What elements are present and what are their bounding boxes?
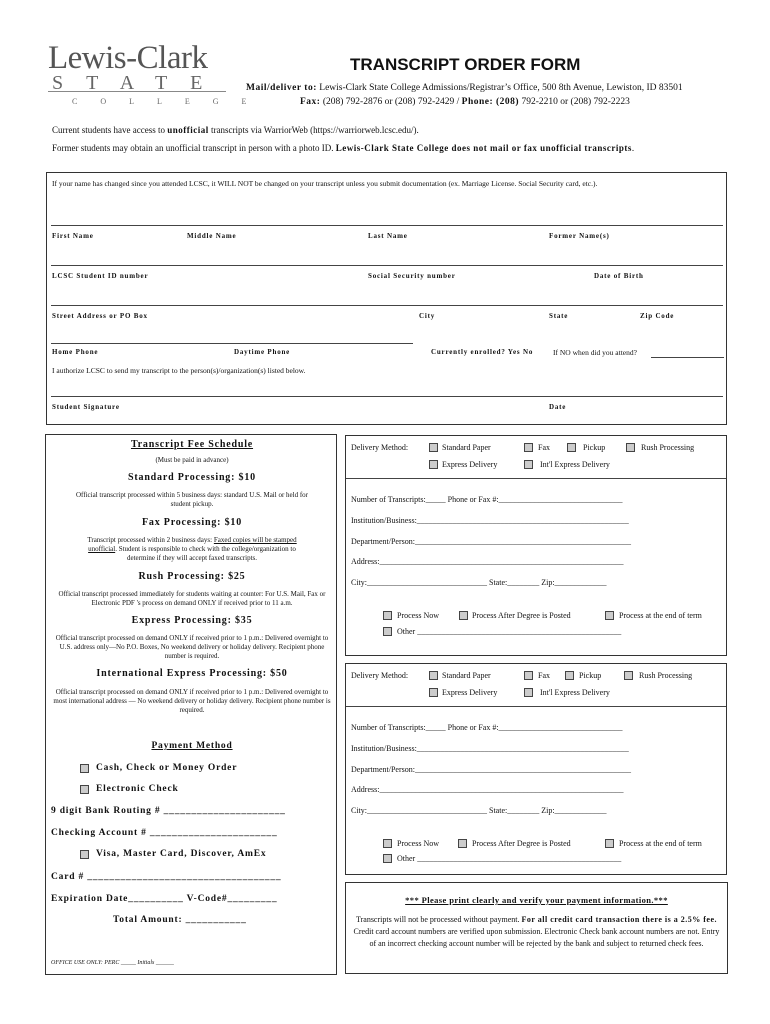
- fax-desc-emphasis: Faxed copies will be stamped unofficial: [88, 536, 297, 553]
- process-now-checkbox[interactable]: [383, 839, 392, 848]
- ssn-field[interactable]: Social Security number: [368, 272, 456, 280]
- notice-text-part: Credit card account numbers are verified upon submission. Electronic Check bank account numbers are not. Entry of an incorrect checking account number will be rejected by the bank and subject to returned check fees.: [353, 927, 720, 948]
- pickup-checkbox[interactable]: [565, 671, 574, 680]
- num-transcripts-field[interactable]: Number of Transcripts:_____ Phone or Fax #:_______________________________: [351, 495, 623, 504]
- middle-name-field[interactable]: Middle Name: [187, 232, 237, 240]
- standard-paper-checkbox[interactable]: [429, 443, 438, 452]
- total-amount-field[interactable]: Total Amount: ___________: [113, 915, 247, 925]
- attendance-line[interactable]: [651, 357, 724, 358]
- fax-checkbox[interactable]: [524, 443, 533, 452]
- divider: [346, 478, 726, 479]
- rush-fee: Rush Processing: $25: [138, 571, 246, 582]
- process-now-label: Process Now: [397, 611, 439, 620]
- divider: [51, 225, 723, 226]
- attendance-label: If NO when did you attend?: [553, 348, 637, 357]
- date-field[interactable]: Date: [549, 403, 567, 411]
- after-degree-label: Process After Degree is Posted: [472, 611, 571, 620]
- process-now-label: Process Now: [397, 839, 439, 848]
- institution-field[interactable]: Institution/Business:_____________________________________________________: [351, 744, 629, 753]
- end-term-checkbox[interactable]: [605, 611, 614, 620]
- institution-field[interactable]: Institution/Business:_____________________________________________________: [351, 516, 629, 525]
- other-checkbox[interactable]: [383, 627, 392, 636]
- fax-label: Fax: [538, 671, 550, 680]
- student-info-section: [46, 172, 727, 425]
- express-desc: Official transcript processed on demand ONLY if received prior to 1 p.m.: Delivered overnight to U.S. address only—No P.O. Boxes, No weekend delivery or holiday delivery. Recipient phone number is required.: [55, 634, 329, 660]
- daytime-phone-field[interactable]: Daytime Phone: [234, 348, 291, 356]
- international-desc: Official transcript processed on demand ONLY if received prior to 1 p.m.: Delivered overnight to most international address — No weekend delivery or holiday delivery. Recipient phone number is required.: [53, 688, 331, 714]
- notice-heading: *** Please print clearly and verify your payment information.***: [405, 895, 668, 905]
- end-term-checkbox[interactable]: [605, 839, 614, 848]
- payment-notice: [345, 882, 728, 974]
- home-phone-field[interactable]: Home Phone: [52, 348, 99, 356]
- currently-enrolled-field[interactable]: Currently enrolled? Yes No: [431, 348, 534, 356]
- rush-label: Rush Processing: [641, 443, 695, 452]
- after-degree-checkbox[interactable]: [459, 611, 468, 620]
- department-field[interactable]: Department/Person:______________________________________________________: [351, 537, 631, 546]
- divider: [51, 343, 413, 344]
- phone-value: 792-2210 or (208) 792-2223: [521, 97, 630, 107]
- end-term-label: Process at the end of term: [619, 611, 702, 620]
- pickup-checkbox[interactable]: [567, 443, 576, 452]
- divider: [51, 305, 723, 306]
- rush-checkbox[interactable]: [626, 443, 635, 452]
- street-address-field[interactable]: Street Address or PO Box: [52, 312, 148, 320]
- after-degree-label: Process After Degree is Posted: [472, 839, 571, 848]
- pickup-label: Pickup: [583, 443, 606, 452]
- address-field[interactable]: Address:_____________________________________________________________: [351, 785, 624, 794]
- delivery-section-2: [345, 663, 727, 875]
- department-field[interactable]: Department/Person:______________________________________________________: [351, 765, 631, 774]
- other-field[interactable]: Other ___________________________________________________: [397, 854, 622, 863]
- fax-checkbox[interactable]: [524, 671, 533, 680]
- notice-text: [350, 914, 723, 950]
- divider: [51, 265, 723, 266]
- rush-label: Rush Processing: [639, 671, 693, 680]
- current-students-note: [52, 125, 419, 135]
- delivery-method-label: Delivery Method:: [351, 443, 409, 452]
- name-change-note: If your name has changed since you attended LCSC, it WILL NOT be changed on your transcript unless you submit documentation (ex. Marriage License. Social Security card, etc.).: [52, 179, 598, 188]
- student-id-field[interactable]: LCSC Student ID number: [52, 272, 149, 280]
- mail-address: [246, 83, 683, 93]
- note-text: Former students may obtain an unofficial transcript in person with a photo ID.: [52, 143, 334, 153]
- fax-desc-text: . Student is responsible to check with the college/organization to determine if they will accept faxed transcripts.: [115, 545, 296, 562]
- city-state-zip-field[interactable]: City:______________________________ State:________ Zip:_____________: [351, 578, 607, 587]
- signature-field[interactable]: Student Signature: [52, 403, 120, 411]
- advance-note: (Must be paid in advance): [155, 456, 229, 464]
- electronic-check-label: Electronic Check: [96, 784, 179, 794]
- logo-name: Lewis-Clark: [48, 40, 208, 76]
- city-field[interactable]: City: [419, 312, 436, 320]
- cash-checkbox[interactable]: [80, 764, 89, 773]
- fax-fee: Fax Processing: $10: [141, 517, 242, 528]
- process-now-checkbox[interactable]: [383, 611, 392, 620]
- note-emphasis: Lewis-Clark State College does not mail or fax unofficial transcripts: [335, 143, 632, 153]
- divider: [51, 396, 723, 397]
- delivery-section-1: [345, 435, 727, 656]
- standard-paper-label: Standard Paper: [442, 671, 491, 680]
- standard-desc: Official transcript processed within 5 business days: standard U.S. Mail or held for student pickup.: [76, 491, 308, 508]
- address-field[interactable]: Address:_____________________________________________________________: [351, 557, 624, 566]
- first-name-field[interactable]: First Name: [52, 232, 94, 240]
- divider: [346, 706, 726, 707]
- express-label: Express Delivery: [442, 460, 498, 469]
- former-students-note: [52, 143, 634, 153]
- fax-label: Fax: [538, 443, 550, 452]
- fax-desc: [46, 536, 338, 563]
- other-checkbox[interactable]: [383, 854, 392, 863]
- electronic-check-checkbox[interactable]: [80, 785, 89, 794]
- delivery-method-label: Delivery Method:: [351, 671, 409, 680]
- note-text: .: [631, 143, 635, 153]
- intl-express-label: Int'l Express Delivery: [540, 688, 610, 697]
- note-text: transcripts via WarriorWeb (https://warriorweb.lcsc.edu/).: [210, 125, 419, 135]
- note-emphasis: unofficial: [167, 125, 209, 135]
- routing-number-field[interactable]: 9 digit Bank Routing # ______________________: [51, 806, 286, 816]
- rush-checkbox[interactable]: [624, 671, 633, 680]
- end-term-label: Process at the end of term: [619, 839, 702, 848]
- logo-state: STATE: [52, 72, 226, 94]
- dob-field[interactable]: Date of Birth: [594, 272, 644, 280]
- city-state-zip-field[interactable]: City:______________________________ State:________ Zip:_____________: [351, 806, 607, 815]
- notice-text-part: Transcripts will not be processed without payment.: [356, 915, 520, 924]
- authorization-text: I authorize LCSC to send my transcript to the person(s)/organization(s) listed below.: [52, 366, 306, 375]
- notice-emphasis: For all credit card transaction there is a 2.5% fee.: [521, 915, 717, 924]
- international-fee: International Express Processing: $50: [96, 668, 288, 679]
- other-field[interactable]: Other ___________________________________________________: [397, 627, 622, 636]
- standard-paper-label: Standard Paper: [442, 443, 491, 452]
- num-transcripts-field[interactable]: Number of Transcripts:_____ Phone or Fax #:_______________________________: [351, 723, 623, 732]
- former-names-field[interactable]: Former Name(s): [549, 232, 610, 240]
- phone-label: Phone: (208): [461, 97, 520, 107]
- credit-card-label: Visa, Master Card, Discover, AmEx: [96, 849, 267, 859]
- pickup-label: Pickup: [579, 671, 602, 680]
- fax-desc-text: Transcript processed within 2 business days:: [87, 536, 213, 544]
- zip-field[interactable]: Zip Code: [640, 312, 675, 320]
- standard-paper-checkbox[interactable]: [429, 671, 438, 680]
- fee-schedule-section: [45, 434, 337, 975]
- express-fee: Express Processing: $35: [131, 615, 253, 626]
- fax-value: (208) 792-2876 or (208) 792-2429 /: [322, 97, 460, 107]
- credit-card-checkbox[interactable]: [80, 850, 89, 859]
- intl-express-checkbox[interactable]: [524, 460, 533, 469]
- contact-numbers: [300, 97, 630, 107]
- intl-express-label: Int'l Express Delivery: [540, 460, 610, 469]
- logo-college: COLLEGE: [72, 97, 270, 106]
- express-checkbox[interactable]: [429, 460, 438, 469]
- note-text: Current students have access to: [52, 125, 165, 135]
- mail-label: Mail/deliver to:: [246, 83, 317, 93]
- payment-heading: Payment Method: [151, 741, 233, 751]
- checking-account-field[interactable]: Checking Account # _______________________: [51, 828, 278, 838]
- rush-desc: Official transcript processed immediately for students waiting at counter: For U.S. Mail, Fax or Electronic PDF 's process on demand ONLY if received prior to 11 a.m.: [58, 590, 326, 607]
- fee-schedule-heading: Transcript Fee Schedule: [130, 439, 254, 450]
- page-title: TRANSCRIPT ORDER FORM: [350, 55, 581, 74]
- express-label: Express Delivery: [442, 688, 498, 697]
- office-use: OFFICE USE ONLY: PERC _____ Initials ______: [51, 960, 174, 966]
- mail-value: Lewis-Clark State College Admissions/Registrar’s Office, 500 8th Avenue, Lewiston, ID 83501: [319, 83, 683, 93]
- standard-fee: Standard Processing: $10: [128, 472, 256, 483]
- intl-express-checkbox[interactable]: [524, 688, 533, 697]
- cash-label: Cash, Check or Money Order: [96, 763, 238, 773]
- fax-label: Fax:: [300, 97, 321, 107]
- last-name-field[interactable]: Last Name: [368, 232, 408, 240]
- expiration-field[interactable]: Expiration Date__________ V-Code#_________: [51, 894, 278, 904]
- card-number-field[interactable]: Card # ___________________________________: [51, 872, 282, 882]
- express-checkbox[interactable]: [429, 688, 438, 697]
- state-field[interactable]: State: [549, 312, 569, 320]
- after-degree-checkbox[interactable]: [458, 839, 467, 848]
